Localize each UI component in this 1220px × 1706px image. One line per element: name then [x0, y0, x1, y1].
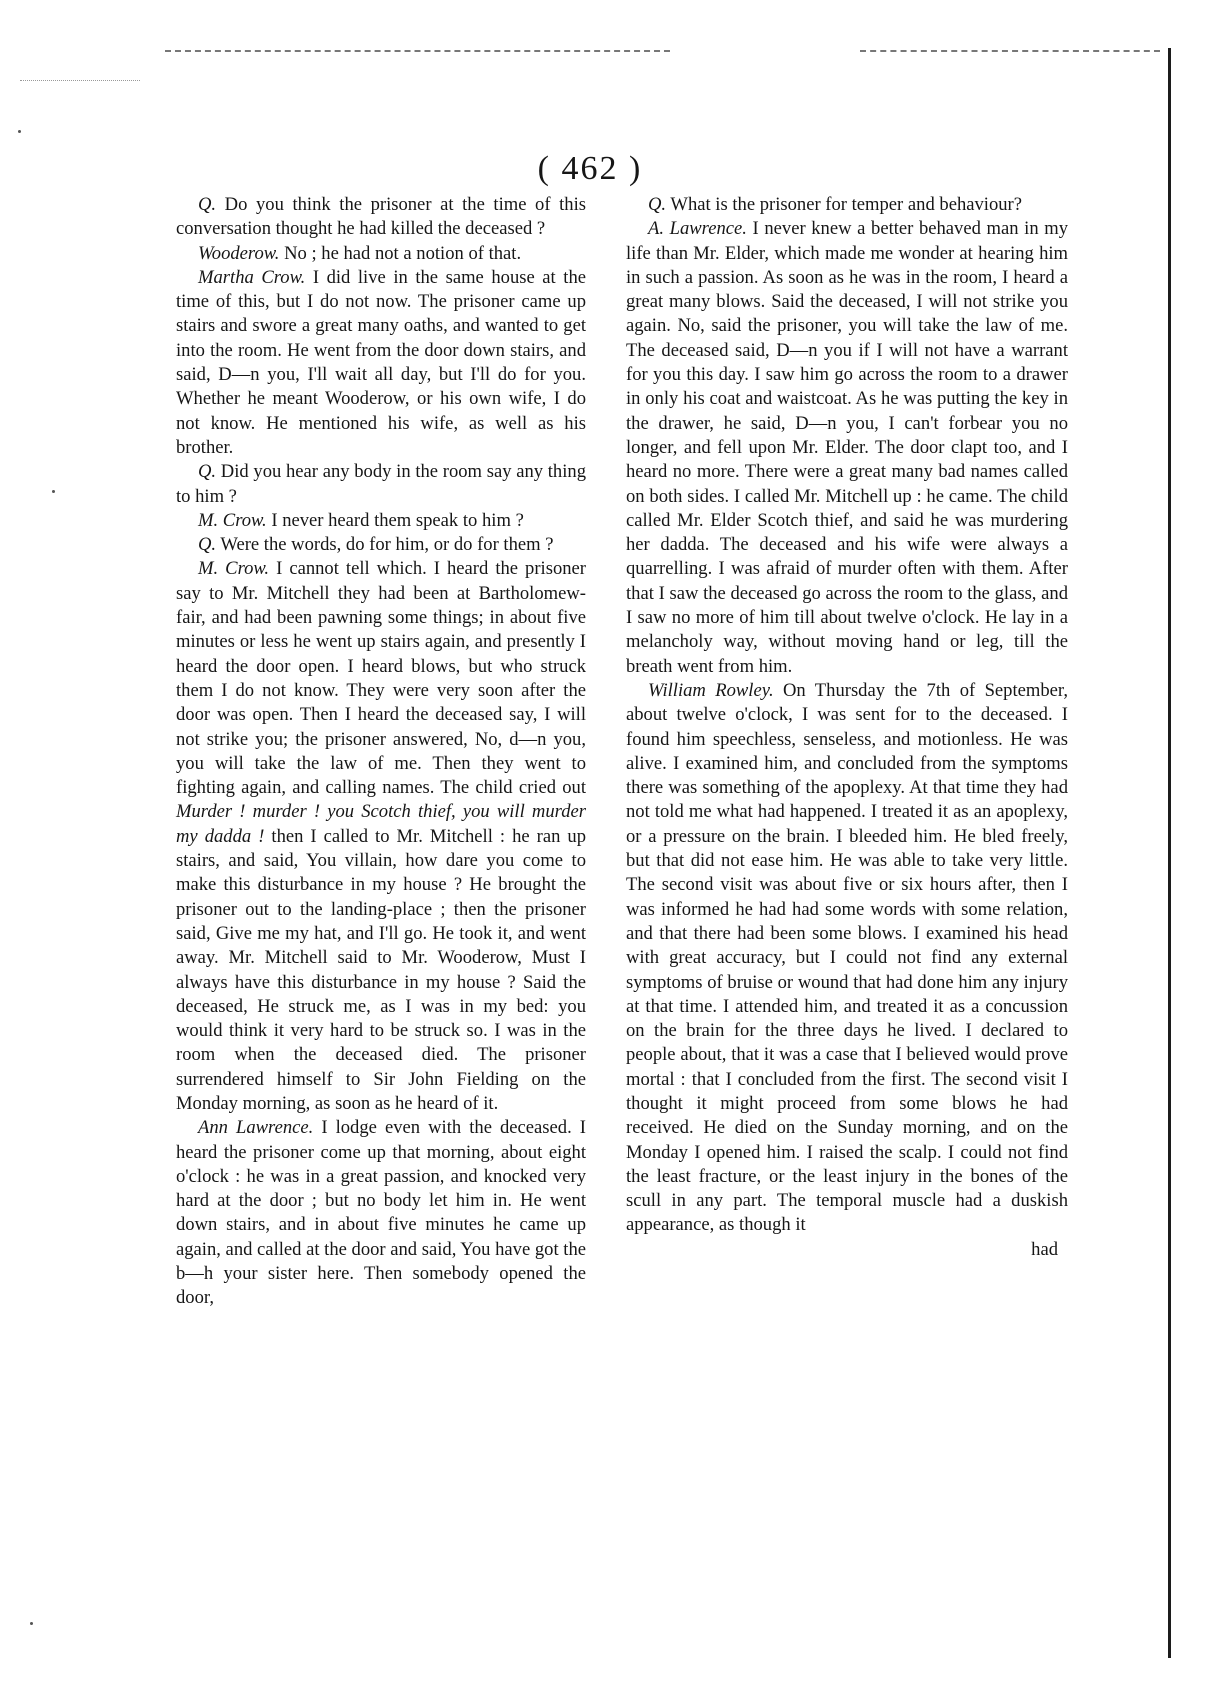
paragraph [176, 1116, 586, 1310]
speaker: A. Lawrence. [648, 218, 747, 240]
paragraph [176, 557, 586, 1116]
paragraph-text: I did live in the same house at the time of this, but I do not now. The prisoner came up stairs and swore a great many oaths, and wanted to get into the room. He went from the door down stairs, and said, D—n you, I'll wait all day, but I'll do for you. Whether he meant Wooderow, or his own wife, I do not know. He mentioned his wife, as well as his brother. [176, 266, 586, 458]
paragraph-text: No ; he had not a notion of that. [279, 242, 522, 264]
speaker: Q. [198, 534, 217, 556]
top-rule-left [165, 50, 670, 52]
page-number: ( 462 ) [537, 150, 643, 187]
paragraph [626, 679, 1068, 1238]
paragraph-text: I cannot tell which. I heard the prisoner say to Mr. Mitchell they had been at Bartholomew-fair, and had been pawning some things; in about five minutes or less he went up stairs again, and presently I heard the door open. I heard blows, but who struck them I do not know. They were very soon after the door was open. Then I heard the deceased say, I will not strike you; the prisoner answered, No, d—n you, you will take the law of me. Then they went to fighting again, and calling names. The child cried out [176, 558, 586, 799]
speaker: Ann Lawrence. [198, 1117, 314, 1139]
paragraph [176, 460, 586, 509]
speaker: M. Crow. [198, 558, 270, 580]
speaker: Wooderow. [198, 242, 280, 264]
speaker: M. Crow. [198, 509, 267, 531]
page-speck [52, 490, 55, 493]
page-speck [30, 1622, 33, 1625]
paragraph-text: Did you hear any body in the room say any thing to him ? [176, 461, 586, 507]
speaker: Q. [198, 194, 217, 215]
paragraph [176, 266, 586, 460]
corner-mark [20, 80, 140, 81]
catchword-line [626, 1238, 1068, 1262]
speaker: Q. [648, 194, 667, 215]
paragraph-text-continued: then I called to Mr. Mitchell : he ran up stairs, and said, You villain, how dare you come to make this disturbance in my house ? He brought the prisoner out to the landing-place ; then the prisoner said, Give me my hat, and I'll go. He took it, and went away. Mr. Mitchell said to Mr. Wooderow, Must I always have this disturbance in my house ? Said the deceased, He struck me, as I was in my bed: you would think it very hard to be struck so. I was in the room when the deceased died. The prisoner surrendered himself to Sir John Fielding on the Monday morning, as soon as he heard of it. [176, 825, 586, 1114]
paragraph-text: I lodge even with the deceased. I heard the prisoner come up that morning, about eight o'clock : he was in a great passion, and knocked very hard at the door ; but no body let him in. He went down stairs, and in about five minutes he came up again, and called at the door and said, You have got the b—h your sister here. Then somebody opened the door, [176, 1117, 586, 1309]
paragraph-text: Were the words, do for him, or do for them ? [216, 534, 554, 556]
child-outcry: Murder ! murder ! you Scotch thief, you will murder my dadda ! [176, 801, 586, 847]
paragraph-text: On Thursday the 7th of September, about twelve o'clock, I was sent for to the deceased. I found him speechless, senseless, and motionless. He was alive. I examined him, and concluded from the symptoms there was something of the apoplexy. At that time they had not told me what had happened. I treated it as an apoplexy, or a pressure on the brain. I bleeded him. He bled freely, but that did not ease him. He was able to take very little. The second visit was about five or six hours after, then I was informed he had had some words with some relation, and that there had been some blows. I examined his head with great accuracy, but I could not find any external symptoms of bruise or wound that had done him any injury at that time. I attended him, and treated it as a concussion on the brain for the three days he lived. I declared to people about, that it was a case that I believed would prove mortal : that I concluded from the first. The second visit I thought it might proceed from some blows he had received. He died on the Sunday morning, and on the Monday I opened him. I raised the scalp. I could not find the least fracture, or the least injury in the bones of the scull in any part. The temporal muscle had a duskish appearance, as though it [626, 679, 1068, 1236]
paragraph [626, 217, 1068, 679]
top-rule-right [860, 50, 1160, 52]
speaker: William Rowley. [648, 679, 774, 701]
catchword: had [1031, 1238, 1058, 1260]
paragraph [176, 533, 586, 557]
paragraph [176, 193, 586, 242]
paragraph-text: What is the prisoner for temper and behaviour? [666, 194, 1022, 215]
right-column [626, 193, 1068, 1262]
paragraph [626, 193, 1068, 217]
paragraph-text: I never heard them speak to him ? [266, 509, 524, 531]
paragraph-text: Do you think the prisoner at the time of this conversation thought he had killed the deceased ? [176, 194, 586, 240]
left-column [176, 193, 586, 1311]
page-speck [18, 130, 21, 133]
paragraph [176, 242, 586, 266]
speaker: Q. [198, 461, 217, 483]
paragraph-text: I never knew a better behaved man in my life than Mr. Elder, which made me wonder at hearing him in such a passion. As soon as he was in the room, I heard a great many blows. Said the deceased, I will not strike you again. No, said the prisoner, you will take the law of me. The deceased said, D—n you if I will not have a warrant for you this day. I saw him go across the room to a drawer in only his coat and waistcoat. As he was putting the key in the drawer, he said, D—n you, I can't forbear you no longer, and fell upon Mr. Elder. The door clapt too, and I heard no more. There were a great many bad names called on both sides. I called Mr. Mitchell up : he came. The child called Mr. Elder Scotch thief, and said he was murdering her dadda. The deceased and his wife were always a quarrelling. I was afraid of murder often with them. After that I saw the deceased go across the room to the glass, and I saw no more of him till about twelve o'clock. He lay in a melancholy way, without moving hand or leg, till the breath went from him. [626, 218, 1068, 677]
speaker: Martha Crow. [198, 266, 306, 288]
page-edge-line [1168, 48, 1171, 1658]
paragraph [176, 509, 586, 533]
